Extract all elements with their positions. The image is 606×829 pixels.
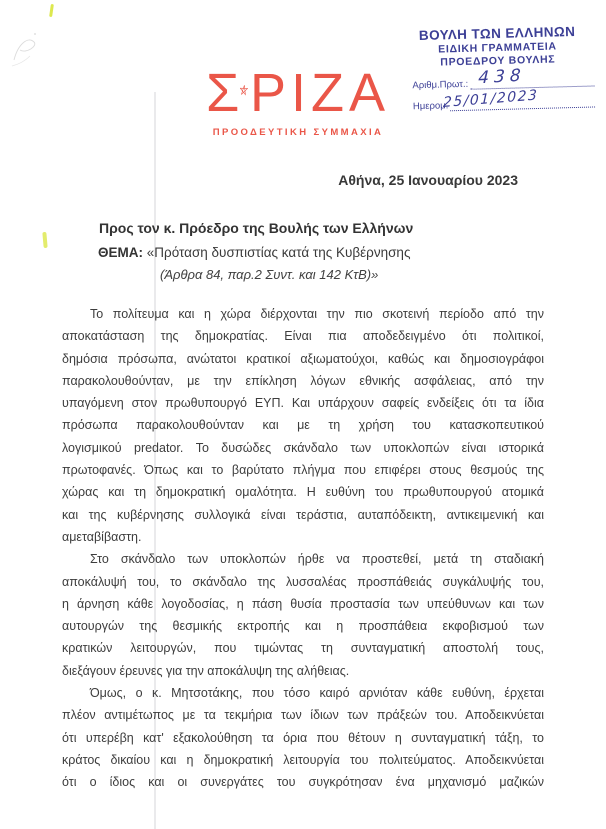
logo-riza-letters: ΡΙΖΑ bbox=[249, 63, 390, 123]
body-line: και της κυβέρνησης συλλογικά είναι τεράστια, αυταπόδεικτη, αντικειμενική και bbox=[62, 507, 544, 522]
protocol-label: Αριθμ.Πρωτ.: bbox=[412, 78, 469, 92]
subject-label: ΘΕΜΑ: bbox=[98, 245, 143, 260]
stamp-date-row bbox=[412, 87, 595, 113]
stamp-protocol-row bbox=[412, 65, 594, 92]
protocol-number-handwritten: 438 bbox=[477, 65, 527, 89]
body-line: ότι ο ίδιος και οι συνεργάτες του συγκρότησαν ένα μηχανισμό μαζικών bbox=[62, 775, 544, 790]
subject-text: «Πρόταση δυσπιστίας κατά της Κυβέρνησης bbox=[143, 245, 411, 260]
document-body bbox=[62, 303, 544, 794]
body-line: Στο σκάνδαλο των υποκλοπών ήρθε να προστεθεί, μετά τη σταδιακή bbox=[90, 552, 544, 567]
body-line: δημόσια πρόσωπα, ανώτατοι κρατικοί αξιωματούχοι, καθώς και δημοσιογράφοι bbox=[62, 351, 544, 366]
stamp-subtitle-2: ΠΡΟΕΔΡΟΥ ΒΟΥΛΗΣ bbox=[440, 53, 556, 69]
addressee-line: Προς τον κ. Πρόεδρο της Βουλής των Ελλήνων bbox=[99, 220, 414, 236]
stamp-date-handwritten: 25/01/2023 bbox=[442, 87, 539, 111]
body-line: αποκάλυψή του, το σκάνδαλο της λυσσαλέας προσπάθειάς συγκάλυψής του, bbox=[62, 574, 544, 589]
body-line: πρωτοφανές. Όπως και το βαρύτατο πλήγμα που επιφέρει στους θεσμούς της bbox=[62, 463, 544, 478]
body-line: κρατικών λειτουργών, που τιμώντας τη συνταγματική αποστολή τους, bbox=[62, 641, 544, 656]
body-line: αποκατάσταση της δημοκρατίας. Είναι πια αποδεδειγμένο ότι πολιτικοί, bbox=[62, 329, 544, 344]
body-line: κράτος δικαίου και η δημοκρατική λειτουργία του πολιτεύματος. Αποδεικνύεται bbox=[62, 752, 544, 767]
body-line: λογισμικού predator. Το δυσώδες σκάνδαλο των υποκλοπών είναι ιστορικά bbox=[62, 440, 544, 455]
body-line: ότι υπερέβη κατ' εξακολούθηση τα όρια που θέτουν η συνταγματική τάξη, το bbox=[62, 730, 544, 745]
body-line: χώρας και τη δημοκρατική ομαλότητα. Η ευθύνη του πρωθυπουργού ατομικά bbox=[62, 485, 544, 500]
body-line: Όμως, ο κ. Μητσοτάκης, που τόσο καιρό αρνιόταν κάθε ευθύνη, έρχεται bbox=[90, 686, 544, 701]
letter-date: Αθήνα, 25 Ιανουαρίου 2023 bbox=[338, 172, 518, 188]
body-line: πλέον αντιμέτωπος με τα τεκμήρια των ίδιων των πράξεών του. Αποδεικνύεται bbox=[62, 708, 544, 723]
logo-subtitle: ΠΡΟΟΔΕΥΤΙΚΗ ΣΥΜΜΑΧΙΑ bbox=[212, 127, 384, 138]
star-icon bbox=[240, 60, 248, 120]
body-line: αυτουργών της θεσμικής εκτροπής και η προσπάθεια εκφοβισμού των bbox=[62, 619, 544, 634]
syriza-wordmark bbox=[206, 58, 390, 123]
body-line: πρόσωπα παρακολουθούνταν και με τη χρήση του κατασκοπευτικού bbox=[62, 418, 544, 433]
body-line: αμεταβίβαστη. bbox=[62, 529, 142, 544]
logo-sigma-letter: Σ bbox=[206, 63, 240, 123]
parliament-stamp bbox=[397, 23, 599, 112]
stamp-subtitle-1: ΕΙΔΙΚΗ ΓΡΑΜΜΑΤΕΙΑ bbox=[438, 40, 557, 56]
body-line: παρακολουθούνταν, με την επίκληση λόγων εθνικής ασφάλειας, από την bbox=[62, 373, 544, 388]
subject-line bbox=[98, 245, 410, 260]
body-line: διεξάγουν έρευνες για την αποκάλυψη της αλήθειας. bbox=[62, 663, 350, 678]
body-line: η άρνηση κάθε λογοδοσίας, η πάση θυσία προστασία των υπεύθυνων και των bbox=[62, 596, 544, 611]
pencil-scribble bbox=[4, 20, 56, 72]
body-line: υπαγόμενη στον πρωθυπουργό ΕΥΠ. Και υπάρχουν σαφείς ενδείξεις ότι τα ίδια bbox=[62, 396, 544, 411]
stamp-date-label: Ημερομ. bbox=[412, 100, 449, 113]
stamp-title: ΒΟΥΛΗ ΤΩΝ ΕΛΛΗΝΩΝ bbox=[418, 23, 576, 44]
syriza-logo bbox=[206, 58, 390, 138]
highlighter-mark-left bbox=[42, 232, 47, 248]
subject-reference-line: (Άρθρα 84, παρ.2 Συντ. και 142 ΚτΒ)» bbox=[160, 267, 379, 282]
body-line: Το πολίτευμα και η χώρα διέρχονται την πιο σκοτεινή περίοδο από την bbox=[90, 307, 544, 321]
highlighter-mark-top bbox=[49, 4, 54, 17]
